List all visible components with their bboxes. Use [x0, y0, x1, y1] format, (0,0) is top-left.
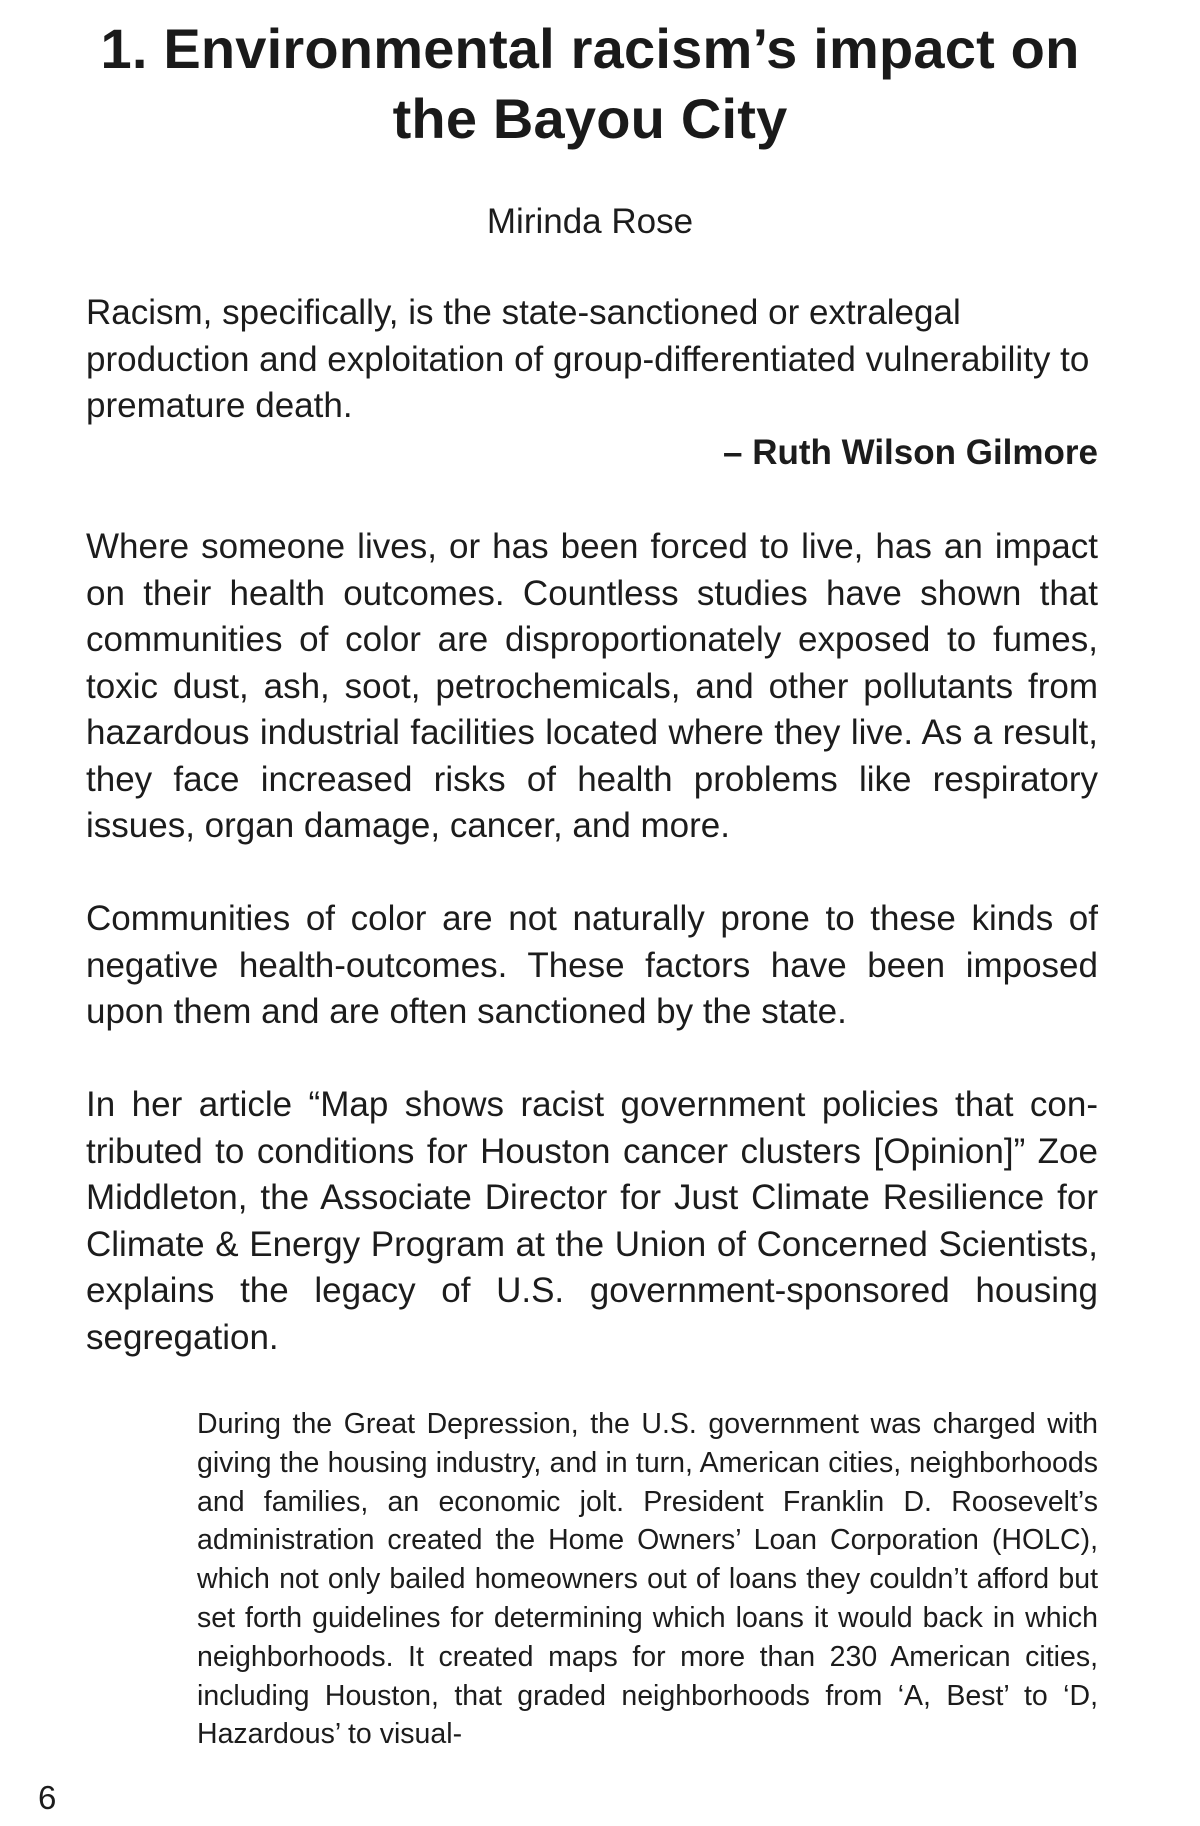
author-name: Mirinda Rose: [486, 202, 694, 241]
body-paragraph-2: Communities of color are not naturally prone to these kinds of negative health-outcomes. These factors have been imposed upon them and are often sanctioned by the state.: [86, 899, 1098, 1031]
body-paragraph-3: In her article “Map shows racist government policies that contributed to conditions for Houston cancer clusters [Opinion]” Zoe Middleton, the Associate Director for Just Climate Resilience for Climate & Energy Program at the Union of Concerned Scientists, explains the legacy of U.S. government-sponsored housing segregation.: [86, 1085, 1098, 1357]
epigraph-quote: Racism, specifically, is the state-sanctioned or extralegal production and exploitation of group-differentiated vulnerability to premature death.: [86, 293, 1090, 425]
epigraph-attribution: – Ruth Wilson Gilmore: [723, 433, 1098, 472]
block-quotation: During the Great Depression, the U.S. government was charged with giving the housing industry, and in turn, American cities, neighborhoods and families, an economic jolt. President Franklin D. Roosevelt’s administration created the Home Owners’ Loan Corporation (HOLC), which not only bailed homeowners out of loans they couldn’t afford but set forth guidelines for determining which loans it would back in which neighborhoods. It created maps for more than 230 American cities, including Houston, that graded neighborhoods from ‘A, Best’ to ‘D, Hazardous’ to visual-: [197, 1408, 1098, 1751]
body-paragraph-1: Where someone lives, or has been forced to live, has an impact on their health outcomes. Countless studies have shown that communities of color are disproportionately exposed to fumes, toxic dust, ash, soot, petrochemicals, and other pollutants from hazardous industrial facilities located where they live. As a result, they face increased risks of health problems like respiratory issues, organ damage, cancer, and more.: [86, 527, 1098, 845]
chapter-title: 1. Environmental racism’s impact on the Bayou City: [100, 17, 1080, 150]
page-number: 6: [38, 1779, 57, 1816]
